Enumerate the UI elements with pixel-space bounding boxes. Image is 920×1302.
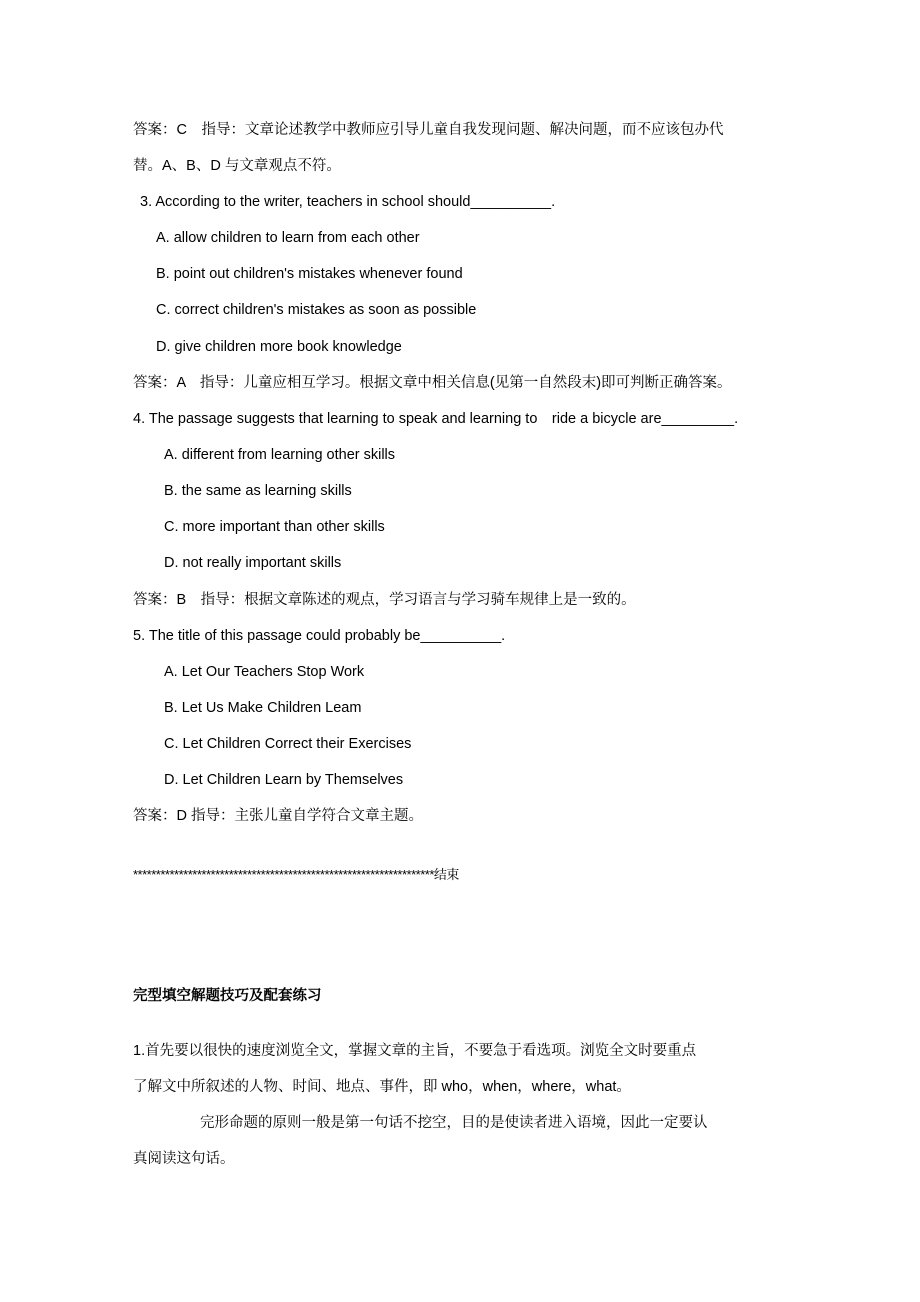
question-5: 5. The title of this passage could probably be__________. bbox=[133, 628, 506, 644]
section-heading: 完型填空解题技巧及配套练习 bbox=[133, 988, 322, 1004]
q5-option-a: A. Let Our Teachers Stop Work bbox=[164, 664, 365, 680]
tip-paragraph: 完形命题的原则一般是第一句话不挖空，目的是使读者进入语境，因此一定要认 bbox=[200, 1115, 708, 1131]
q4-option-c: C. more important than other skills bbox=[164, 519, 385, 535]
q4-option-d: D. not really important skills bbox=[164, 555, 342, 571]
tip-1: 1.首先要以很快的速度浏览全文，掌握文章的主旨，不要急于看选项。浏览全文时要重点 bbox=[133, 1043, 697, 1059]
answer-2-explanation: 答案：C 指导：文章论述教学中教师应引导儿童自我发现问题、解决问题，而不应该包办代 bbox=[133, 122, 724, 138]
q4-option-a: A. different from learning other skills bbox=[164, 447, 396, 463]
tip-1-cont: 了解文中所叙述的人物、时间、地点、事件，即 who，when，where，what。 bbox=[133, 1079, 631, 1095]
answer-3: 答案：A 指导：儿童应相互学习。根据文章中相关信息(见第一自然段末)即可判断正确答案。 bbox=[133, 375, 732, 391]
q5-option-d: D. Let Children Learn by Themselves bbox=[164, 772, 404, 788]
answer-5: 答案：D 指导：主张儿童自学符合文章主题。 bbox=[133, 808, 423, 824]
q3-option-b: B. point out children's mistakes whenever found bbox=[156, 266, 463, 282]
q3-option-c: C. correct children's mistakes as soon as possible bbox=[156, 302, 477, 318]
answer-4: 答案：B 指导：根据文章陈述的观点，学习语言与学习骑车规律上是一致的。 bbox=[133, 592, 636, 608]
answer-2-explanation-cont: 替。A、B、D 与文章观点不符。 bbox=[133, 158, 341, 174]
tip-paragraph-cont: 真阅读这句话。 bbox=[133, 1151, 235, 1167]
q4-option-b: B. the same as learning skills bbox=[164, 483, 352, 499]
q5-option-c: C. Let Children Correct their Exercises bbox=[164, 736, 412, 752]
q5-option-b: B. Let Us Make Children Leam bbox=[164, 700, 362, 716]
q3-option-d: D. give children more book knowledge bbox=[156, 339, 402, 355]
question-4: 4. The passage suggests that learning to speak and learning to ride a bicycle are_________. bbox=[133, 411, 739, 427]
q3-option-a: A. allow children to learn from each other bbox=[156, 230, 420, 246]
question-3: 3. According to the writer, teachers in school should__________. bbox=[140, 194, 556, 210]
end-separator: ******************************************************************结束 bbox=[133, 867, 459, 882]
